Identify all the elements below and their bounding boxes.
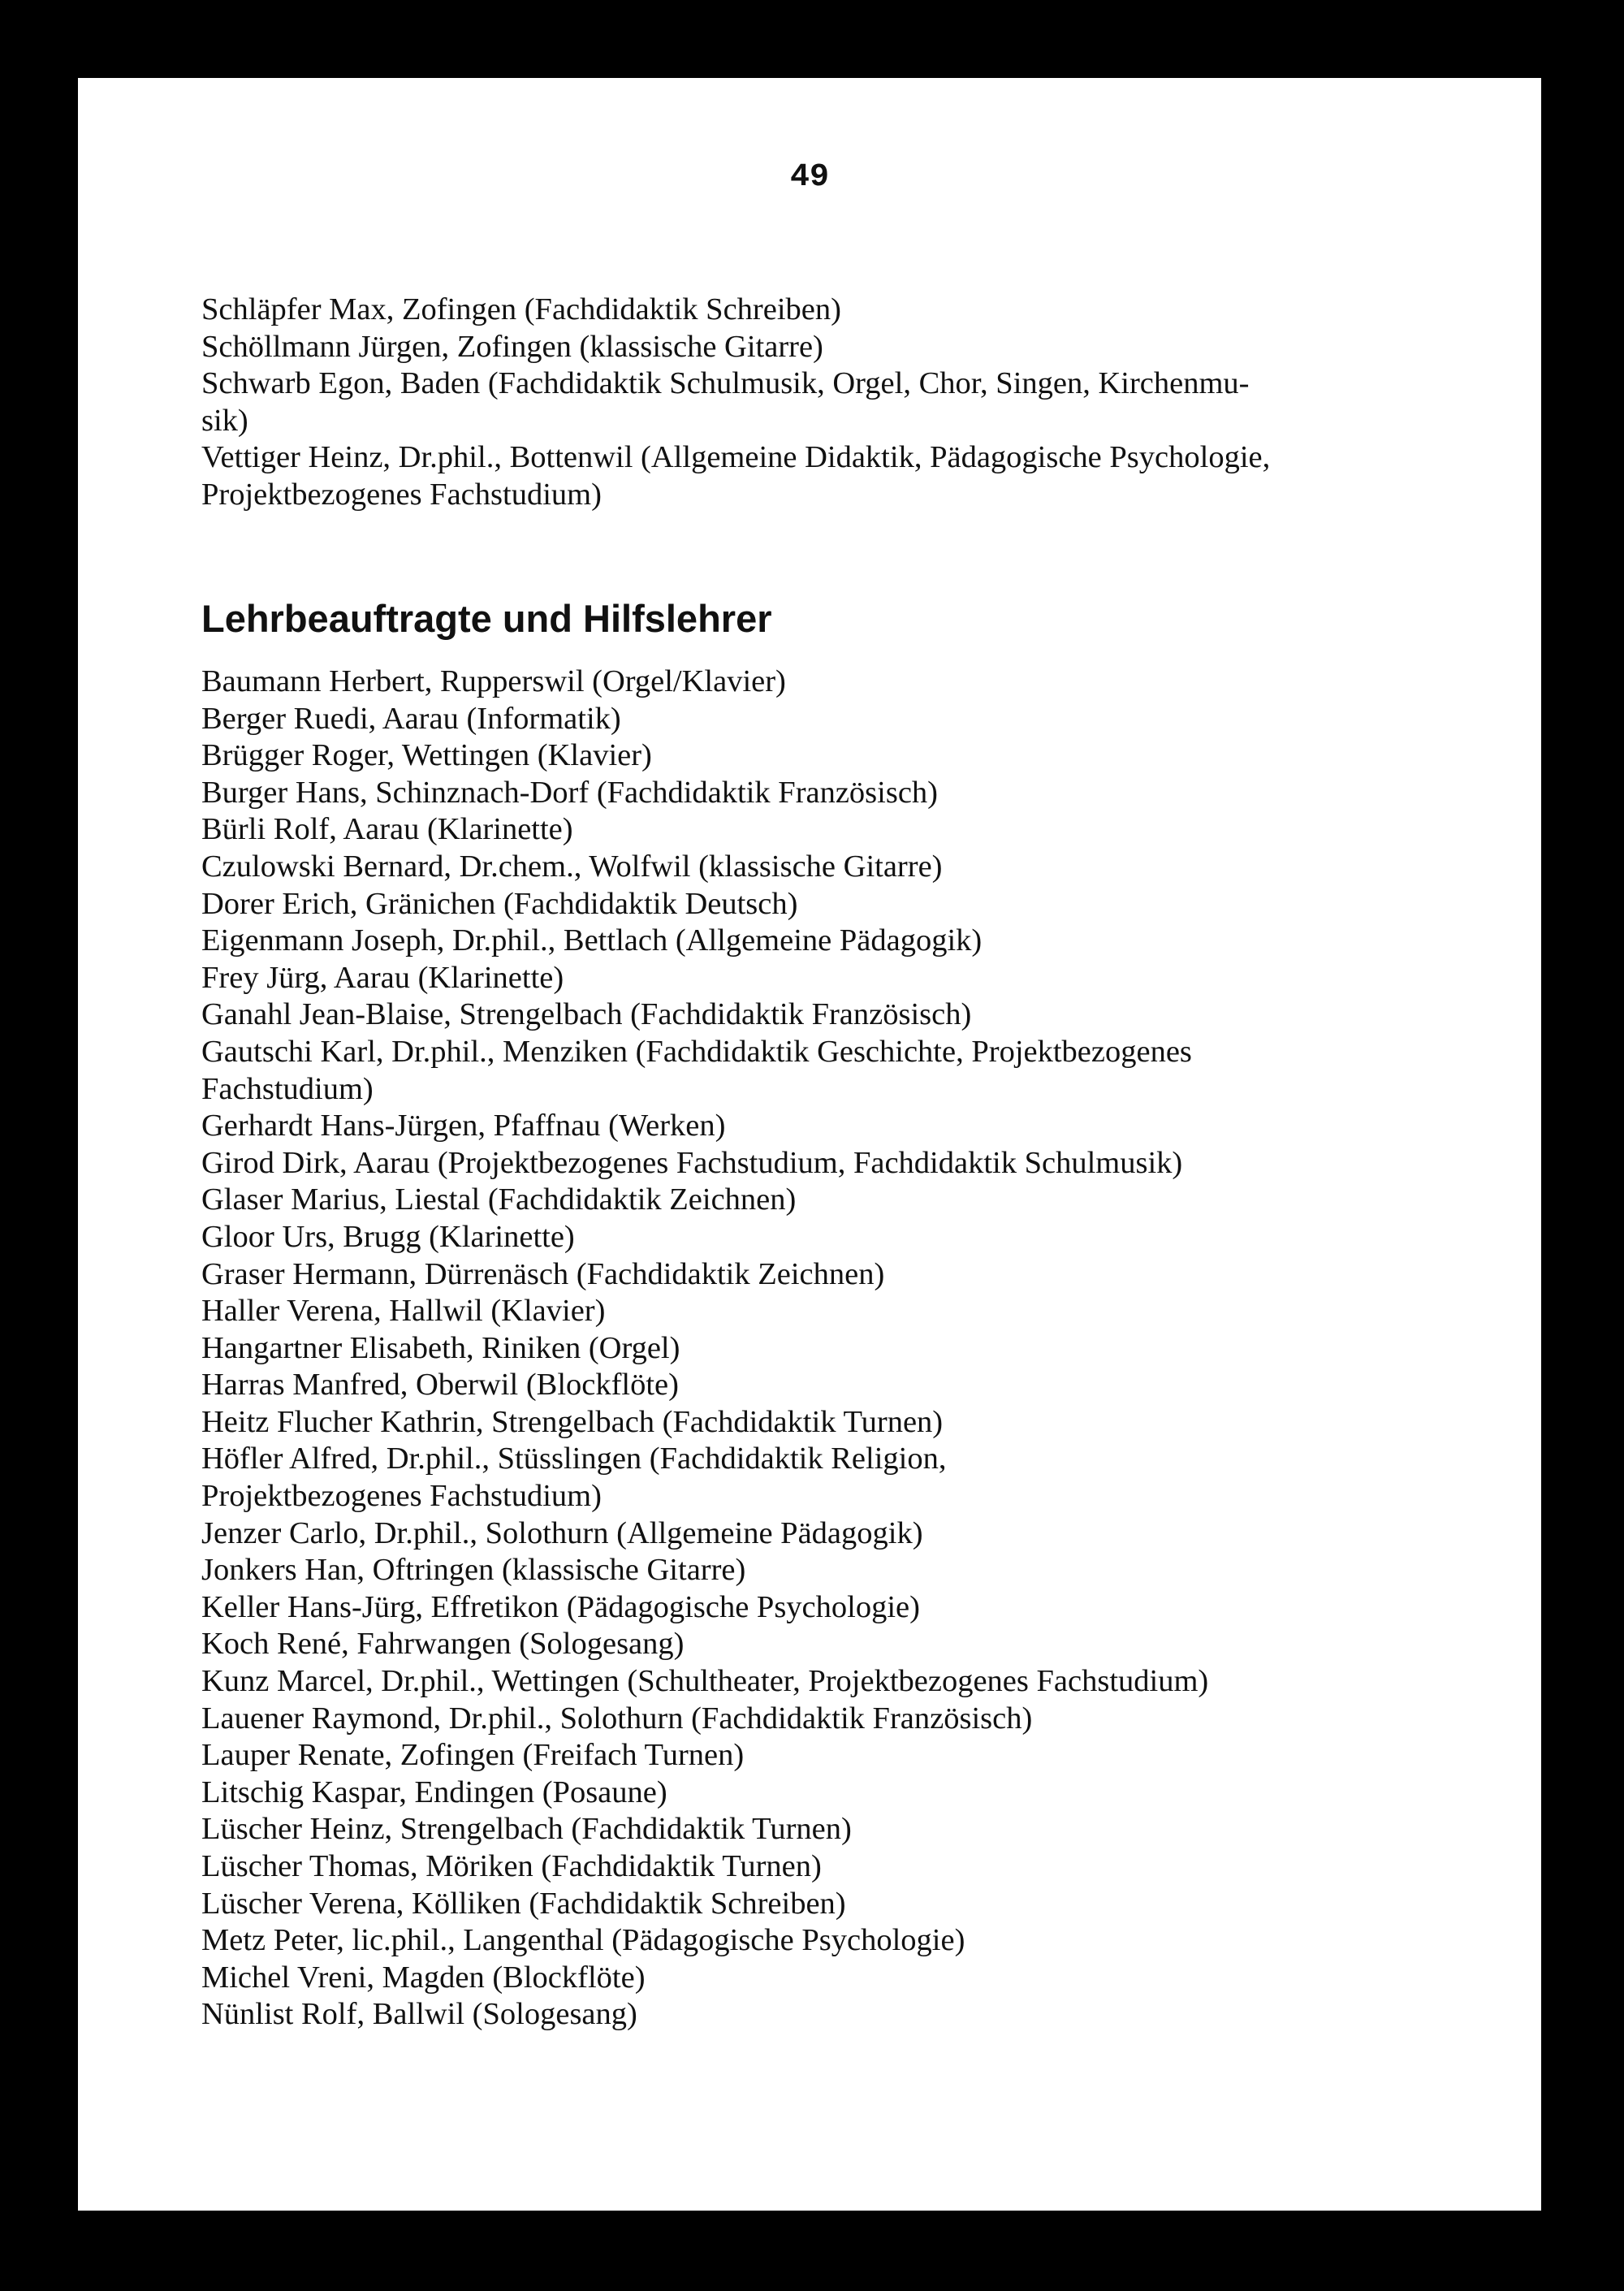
list-item: Brügger Roger, Wettingen (Klavier) [201, 738, 652, 773]
list-item: Litschig Kaspar, Endingen (Posaune) [201, 1774, 667, 1809]
list-item: Projektbezogenes Fachstudium) [201, 477, 602, 512]
list-item: Jenzer Carlo, Dr.phil., Solothurn (Allgemeine Pädagogik) [201, 1515, 923, 1550]
list-item: Lauper Renate, Zofingen (Freifach Turnen) [201, 1738, 745, 1773]
lecturer-list [201, 664, 1208, 2034]
list-item: Metz Peter, lic.phil., Langenthal (Pädagogische Psychologie) [201, 1923, 965, 1958]
list-item: Jonkers Han, Oftringen (klassische Gitarre) [201, 1553, 746, 1588]
list-item: Ganahl Jean-Blaise, Strengelbach (Fachdidaktik Französisch) [201, 997, 972, 1032]
list-item: Heitz Flucher Kathrin, Strengelbach (Fachdidaktik Turnen) [201, 1404, 944, 1439]
list-item: Hangartner Elisabeth, Riniken (Orgel) [201, 1330, 680, 1365]
list-item: Nünlist Rolf, Ballwil (Sologesang) [201, 1997, 637, 2032]
list-item: Projektbezogenes Fachstudium) [201, 1479, 602, 1514]
list-item: Glaser Marius, Liestal (Fachdidaktik Zeichnen) [201, 1182, 797, 1217]
list-item: Lauener Raymond, Dr.phil., Solothurn (Fachdidaktik Französisch) [201, 1701, 1033, 1736]
list-item: Lüscher Verena, Kölliken (Fachdidaktik Schreiben) [201, 1886, 846, 1921]
list-item: Gautschi Karl, Dr.phil., Menziken (Fachdidaktik Geschichte, Projektbezogenes [201, 1034, 1192, 1069]
list-item: Harras Manfred, Oberwil (Blockflöte) [201, 1368, 679, 1403]
page-number: 49 [789, 159, 829, 196]
list-item: Eigenmann Joseph, Dr.phil., Bettlach (Allgemeine Pädagogik) [201, 923, 983, 958]
list-item: Kunz Marcel, Dr.phil., Wettingen (Schultheater, Projektbezogenes Fachstudium) [201, 1664, 1209, 1699]
list-item: Girod Dirk, Aarau (Projektbezogenes Fachstudium, Fachdidaktik Schulmusik) [201, 1145, 1183, 1180]
list-item: Gloor Urs, Brugg (Klarinette) [201, 1219, 575, 1254]
list-item: Czulowski Bernard, Dr.chem., Wolfwil (klassische Gitarre) [201, 849, 943, 884]
section-heading: Lehrbeauftragte und Hilfslehrer [201, 597, 772, 640]
list-item: Koch René, Fahrwangen (Sologesang) [201, 1627, 685, 1662]
list-item: Keller Hans-Jürg, Effretikon (Pädagogische Psychologie) [201, 1589, 920, 1624]
list-item: Haller Verena, Hallwil (Klavier) [201, 1294, 606, 1329]
list-item: Schöllmann Jürgen, Zofingen (klassische Gitarre) [201, 329, 823, 364]
list-item: Gerhardt Hans-Jürgen, Pfaffnau (Werken) [201, 1109, 726, 1143]
list-item: Bürli Rolf, Aarau (Klarinette) [201, 812, 573, 847]
list-item: Berger Ruedi, Aarau (Informatik) [201, 701, 621, 736]
document-page [78, 78, 1541, 2211]
list-item: Schwarb Egon, Baden (Fachdidaktik Schulmusik, Orgel, Chor, Singen, Kirchenmu- [201, 366, 1250, 401]
list-item: Höfler Alfred, Dr.phil., Stüsslingen (Fachdidaktik Religion, [201, 1442, 947, 1476]
top-entry-list [201, 292, 1270, 514]
list-item: Burger Hans, Schinznach-Dorf (Fachdidaktik Französisch) [201, 775, 939, 810]
list-item: Lüscher Thomas, Möriken (Fachdidaktik Turnen) [201, 1849, 822, 1883]
list-item: Graser Hermann, Dürrenäsch (Fachdidaktik Zeichnen) [201, 1256, 885, 1291]
list-item: Dorer Erich, Gränichen (Fachdidaktik Deutsch) [201, 886, 798, 921]
list-item: Baumann Herbert, Rupperswil (Orgel/Klavier) [201, 664, 786, 698]
list-item: Schläpfer Max, Zofingen (Fachdidaktik Schreiben) [201, 292, 841, 326]
list-item: Lüscher Heinz, Strengelbach (Fachdidaktik Turnen) [201, 1812, 852, 1847]
list-item: Frey Jürg, Aarau (Klarinette) [201, 960, 564, 995]
list-item: Vettiger Heinz, Dr.phil., Bottenwil (Allgemeine Didaktik, Pädagogische Psychologie, [201, 440, 1271, 475]
list-item: Michel Vreni, Magden (Blockflöte) [201, 1960, 646, 1995]
list-item: Fachstudium) [201, 1071, 374, 1106]
list-item: sik) [201, 403, 248, 438]
